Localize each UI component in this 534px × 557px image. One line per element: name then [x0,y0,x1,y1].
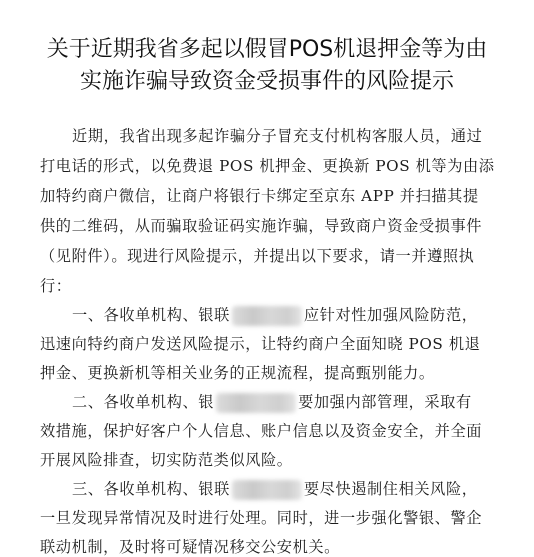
item-prefix: 二、各收单机构、银 [72,393,215,411]
intro-line: 近期，我省出现多起诈骗分子冒充支付机构客服人员，通过 [72,127,483,145]
intro-line: （见附件）。现进行风险提示，并提出以下要求，请一并遵照执 [40,247,475,265]
item-first-line [72,392,472,413]
item-line: 迅速向特约商户发送风险提示，让特约商户全面知晓 POS 机退 [40,335,481,353]
item-line: 开展风险排查，切实防范类似风险。 [40,451,293,469]
intro-line: 加特约商户微信，让商户将银行卡绑定至京东 APP 并扫描其提 [40,187,479,205]
item-line: 联动机制，及时将可疑情况移交公安机关。 [40,538,340,556]
redaction-blur [216,393,296,413]
item-first-line [72,305,478,326]
intro-line: 打电话的形式，以免费退 POS 机押金、更换新 POS 机等为由添 [40,157,495,175]
document-title-line-1: 关于近期我省多起以假冒POS机退押金等为由 [46,37,488,62]
intro-line: 行： [40,277,72,295]
item-line: 效措施，保护好客户个人信息、账户信息以及资金安全，并全面 [40,422,483,440]
item-line: 一旦发现异常情况及时进行处理。同时，进一步强化警银、警企 [40,509,483,527]
intro-line: 供的二维码，从而骗取验证码实施诈骗，导致商户资金受损事件 [40,217,483,235]
item-suffix: 要尽快遏制住相关风险， [303,480,478,498]
item-first-line [72,479,478,500]
document-title-line-2: 实施诈骗导致资金受损事件的风险提示 [79,69,454,94]
item-prefix: 一、各收单机构、银联 [72,306,230,324]
item-suffix: 应针对性加强风险防范， [303,306,478,324]
item-suffix: 要加强内部管理，采取有 [298,393,472,411]
item-line: 押金、更换新机等相关业务的正规流程，提高甄别能力。 [40,364,435,382]
item-prefix: 三、各收单机构、银联 [72,480,230,498]
redaction-blur [232,306,302,326]
redaction-blur [232,480,302,500]
